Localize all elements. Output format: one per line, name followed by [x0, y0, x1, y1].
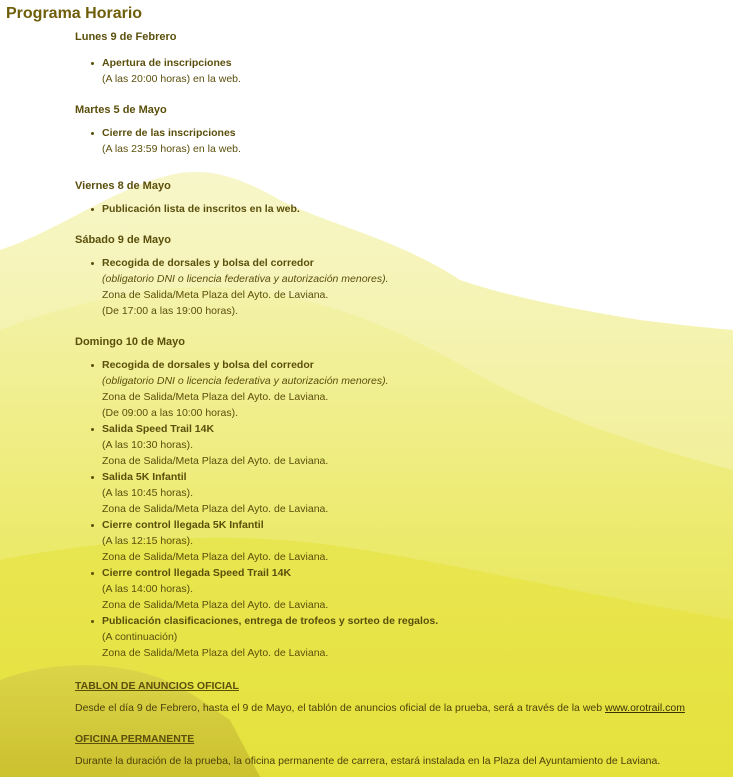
- page-title: Programa Horario: [6, 5, 143, 22]
- tablon-description: Desde el día 9 de Febrero, hasta el 9 de Mayo, el tablón de anuncios oficial de la prueba, será a través de la web: [75, 702, 603, 714]
- item-detail: Zona de Salida/Meta Plaza del Ayto. de Laviana.: [102, 647, 329, 659]
- item-title: Cierre de las inscripciones: [102, 125, 241, 141]
- day-heading: Lunes 9 de Febrero: [75, 31, 177, 43]
- item-detail: Zona de Salida/Meta Plaza del Ayto. de Laviana.: [102, 455, 329, 467]
- item-detail: (A las 10:30 horas).: [102, 439, 194, 451]
- item-detail: (De 09:00 a las 10:00 horas).: [102, 407, 238, 419]
- item-title: Salida 5K Infantil: [102, 469, 438, 485]
- day-heading: Domingo 10 de Mayo: [75, 336, 186, 348]
- item-title: Publicación lista de inscritos en la web.: [102, 203, 300, 215]
- schedule-item: [102, 201, 300, 217]
- oficina-title: OFICINA PERMANENTE: [75, 733, 195, 745]
- item-detail: Zona de Salida/Meta Plaza del Ayto. de Laviana.: [102, 599, 329, 611]
- tablon-title: TABLON DE ANUNCIOS OFICIAL: [75, 680, 239, 692]
- item-note: (obligatorio DNI o licencia federativa y autorización menores).: [102, 273, 389, 285]
- item-detail: Zona de Salida/Meta Plaza del Ayto. de Laviana.: [102, 391, 329, 403]
- item-title: Cierre control llegada Speed Trail 14K: [102, 565, 438, 581]
- item-note: (obligatorio DNI o licencia federativa y autorización menores).: [102, 375, 389, 387]
- item-detail: (A las 20:00 horas) en la web.: [102, 73, 241, 85]
- schedule-item: [102, 55, 241, 87]
- item-detail: Zona de Salida/Meta Plaza del Ayto. de Laviana.: [102, 551, 329, 563]
- item-detail: (A continuación): [102, 631, 178, 643]
- item-title: Apertura de inscripciones: [102, 55, 241, 71]
- item-detail: Zona de Salida/Meta Plaza del Ayto. de Laviana.: [102, 503, 329, 515]
- day-heading: Martes 5 de Mayo: [75, 104, 167, 116]
- item-title: Cierre control llegada 5K Infantil: [102, 517, 438, 533]
- item-detail: (A las 12:15 horas).: [102, 535, 194, 547]
- schedule-item: [102, 255, 389, 319]
- schedule-item: [102, 357, 438, 661]
- item-title: Salida Speed Trail 14K: [102, 421, 438, 437]
- item-title: Recogida de dorsales y bolsa del corredor: [102, 357, 438, 373]
- item-detail: (A las 14:00 horas).: [102, 583, 194, 595]
- item-detail: (De 17:00 a las 19:00 horas).: [102, 305, 238, 317]
- oficina-text: Durante la duración de la prueba, la oficina permanente de carrera, estará instalada en la Plaza del Ayuntamiento de Laviana.: [75, 755, 661, 767]
- day-heading: Sábado 9 de Mayo: [75, 234, 171, 246]
- item-detail: Zona de Salida/Meta Plaza del Ayto. de Laviana.: [102, 289, 329, 301]
- tablon-text: [75, 702, 685, 714]
- item-title: Recogida de dorsales y bolsa del corredor: [102, 255, 389, 271]
- orotrail-link[interactable]: www.orotrail.com: [605, 702, 685, 714]
- day-heading: Viernes 8 de Mayo: [75, 180, 171, 192]
- item-detail: (A las 10:45 horas).: [102, 487, 194, 499]
- item-detail: (A las 23:59 horas) en la web.: [102, 143, 241, 155]
- item-title: Publicación clasificaciones, entrega de trofeos y sorteo de regalos.: [102, 615, 439, 627]
- schedule-item: [102, 125, 241, 157]
